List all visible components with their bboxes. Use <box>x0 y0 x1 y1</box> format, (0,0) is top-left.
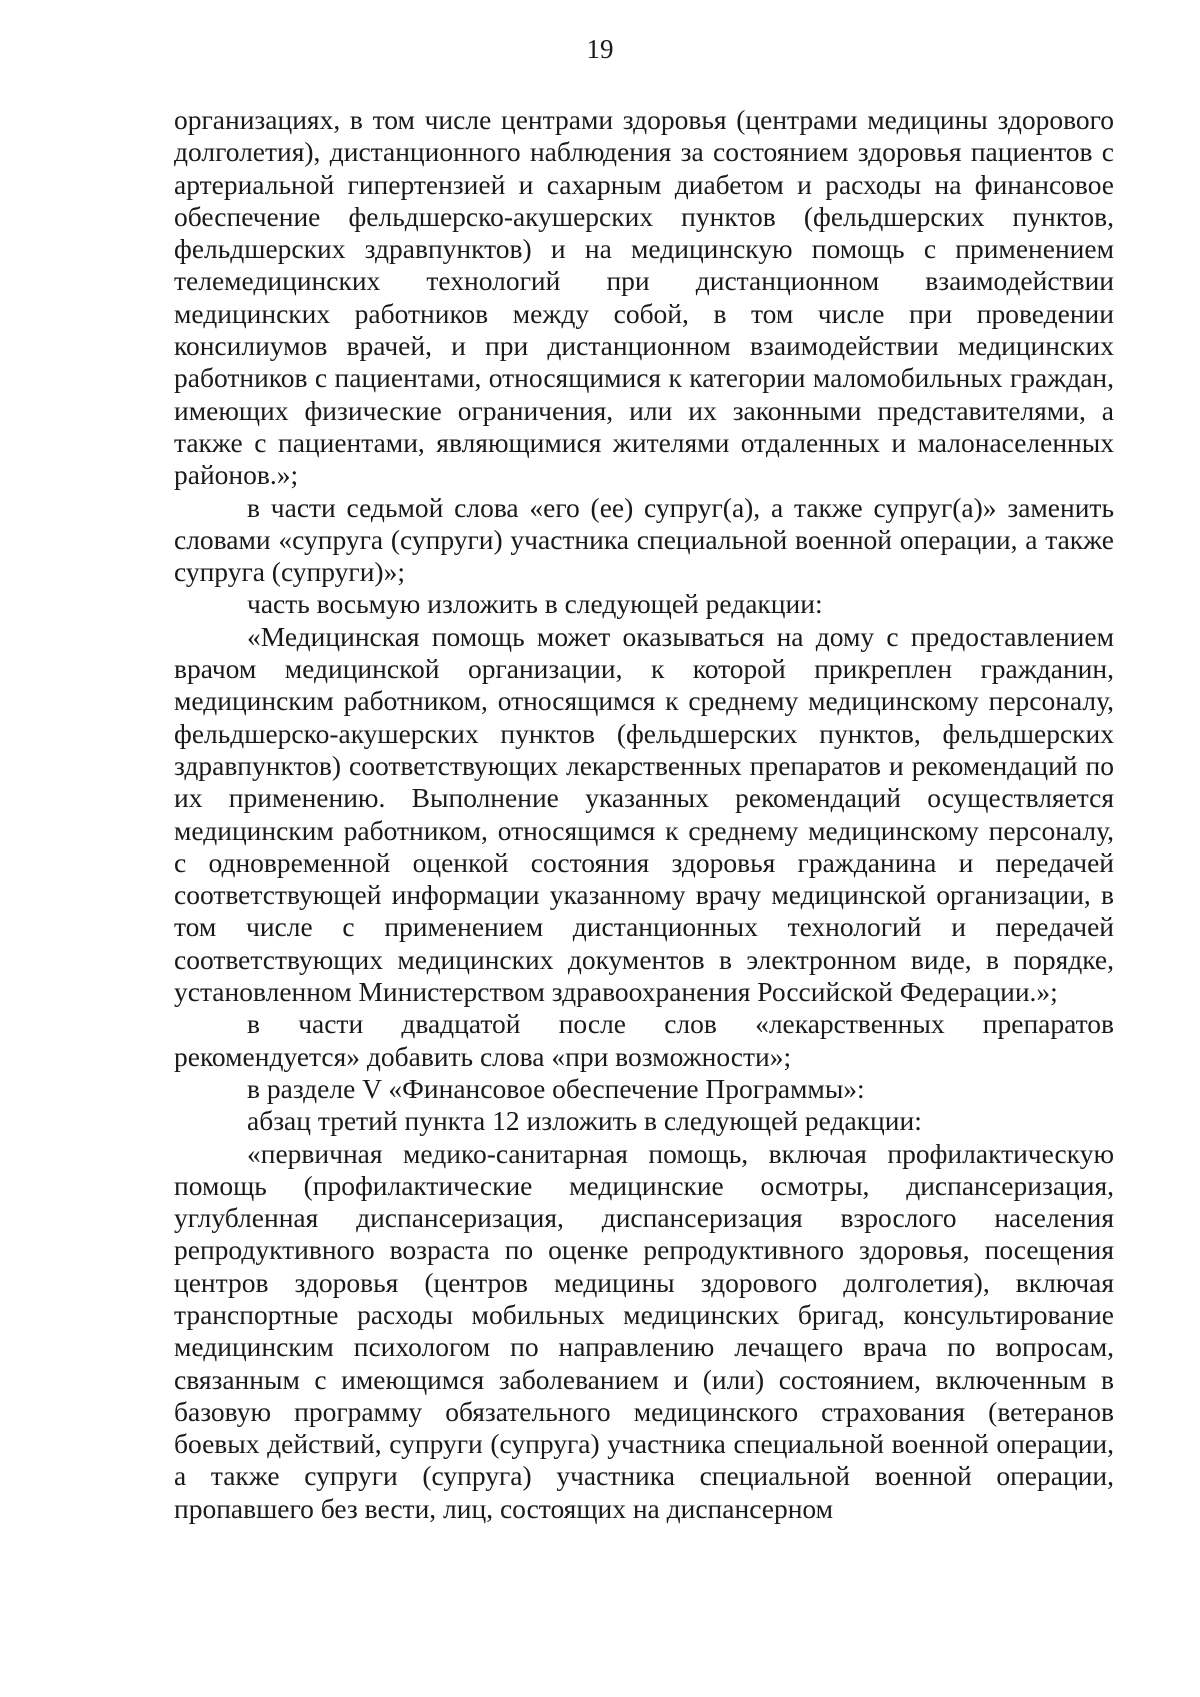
paragraph: «первичная медико-санитарная помощь, включая профилактическую помощь (профилактические медицинские осмотры, диспансеризация, углубленная диспансеризация, диспансеризация взрослого населения репродуктивного возраста по оценке репродуктивного здоровья, посещения центров здоровья (центров медицины здорового долголетия), включая транспортные расходы мобильных медицинских бригад, консультирование медицинским психологом по направлению лечащего врача по вопросам, связанным с имеющимся заболеванием и (или) состоянием, включенным в базовую программу обязательного медицинского страхования (ветеранов боевых действий, супруги (супруга) участника специальной военной операции, а также супруги (супруга) участника специальной военной операции, пропавшего без вести, лиц, состоящих на диспансерном <box>174 1137 1114 1524</box>
paragraph: абзац третий пункта 12 изложить в следующей редакции: <box>247 1105 922 1137</box>
paragraph: часть восьмую изложить в следующей редакции: <box>247 588 823 620</box>
paragraph: в части седьмой слова «его (ее) супруг(а), а также супруг(а)» заменить словами «супруга (супруги) участника специальной военной операции, а также супруга (супруги)»; <box>174 491 1114 588</box>
paragraph: в части двадцатой после слов «лекарственных препаратов рекомендуется» добавить слова «при возможности»; <box>174 1008 1114 1072</box>
document-body <box>174 104 1114 1525</box>
paragraph: «Медицинская помощь может оказываться на дому с предоставлением врачом медицинской организации, к которой прикреплен гражданин, медицинским работником, относящимся к среднему медицинскому персоналу, фельдшерско-акушерских пунктов (фельдшерских пунктов, фельдшерских здравпунктов) соответствующих лекарственных препаратов и рекомендаций по их применению. Выполнение указанных рекомендаций осуществляется медицинским работником, относящимся к среднему медицинскому персоналу, с одновременной оценкой состояния здоровья гражданина и передачей соответствующей информации указанному врачу медицинской организации, в том числе с применением дистанционных технологий и передачей соответствующих медицинских документов в электронном виде, в порядке, установленном Министерством здравоохранения Российской Федерации.»; <box>174 620 1114 1008</box>
paragraph: в разделе V «Финансовое обеспечение Программы»: <box>247 1072 865 1104</box>
paragraph: организациях, в том числе центрами здоровья (центрами медицины здорового долголетия), дистанционного наблюдения за состоянием здоровья пациентов с артериальной гипертензией и сахарным диабетом и расходы на финансовое обеспечение фельдшерско-акушерских пунктов (фельдшерских пунктов, фельдшерских здравпунктов) и на медицинскую помощь с применением телемедицинских технологий при дистанционном взаимодействии медицинских работников между собой, в том числе при проведении консилиумов врачей, и при дистанционном взаимодействии медицинских работников с пациентами, относящимися к категории маломобильных граждан, имеющих физические ограничения, или их законными представителями, а также с пациентами, являющимися жителями отдаленных и малонаселенных районов.»; <box>174 104 1114 491</box>
page-number: 19 <box>586 34 614 64</box>
